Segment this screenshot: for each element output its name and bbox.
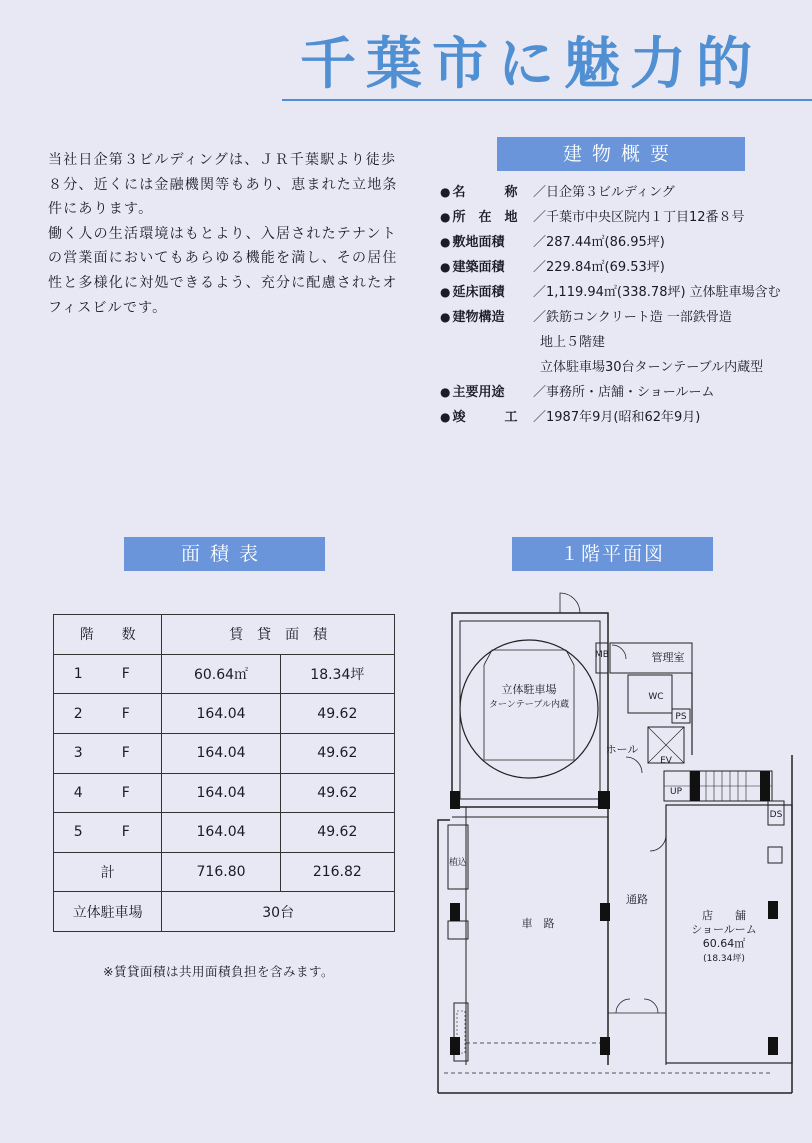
plan-label-shop-m2: 60.64㎡ [702, 937, 746, 950]
overview-row-building-area: ● 建築面積 ／ 229.84㎡(69.53坪) [440, 260, 665, 275]
overview-row-site-area: ● 敷地面積 ／ 287.44㎡(86.95坪) [440, 235, 665, 250]
plan-label-wc: WC [648, 692, 664, 702]
plan-label-manager: 管理室 [651, 651, 685, 664]
bullet-icon: ● [440, 385, 451, 399]
bullet-icon: ● [440, 310, 451, 324]
table-row: 4 F 164.04 49.62 [54, 773, 395, 813]
plan-label-hall: ホール [605, 743, 639, 756]
plan-planting [448, 825, 468, 889]
overview-row-address: ● 所 在 地 ／ 千葉市中央区院内１丁目12番８号 [440, 210, 745, 225]
plan-label-roadway: 車 路 [521, 917, 555, 930]
plan-door-icon [560, 593, 580, 613]
bullet-icon: ● [440, 235, 451, 249]
building-overview [440, 180, 810, 430]
table-row: 5 F 164.04 49.62 [54, 813, 395, 853]
floor-plan-title: １階平面図 [512, 537, 713, 571]
plan-label-passage: 通路 [626, 893, 648, 906]
plan-label-showroom: ショールーム [691, 923, 757, 936]
page-headline: 千葉市に魅力的 [300, 32, 762, 97]
area-table-title: 面積表 [124, 537, 325, 571]
bullet-icon: ● [440, 210, 451, 224]
plan-label-up: UP [669, 787, 683, 797]
plan-label-shop: 店 舗 [702, 909, 746, 922]
bullet-icon: ● [440, 410, 451, 424]
overview-row-structure: ● 建物構造 ／ 鉄筋コンクリート造 一部鉄骨造 [440, 310, 732, 325]
table-row: 2 F 164.04 49.62 [54, 694, 395, 734]
header-rental-area: 賃 貸 面 積 [162, 615, 395, 655]
table-header-row [54, 615, 395, 655]
intro-paragraph-2: 働く人の生活環境はもとより、入居されたテナントの営業面においてもあらゆる機能を満し、その居住性と多様化に対処できるよう、充分に配慮されたオフィスビルです。 [48, 225, 398, 316]
overview-structure-floors: 地上５階建 [540, 335, 606, 350]
intro-paragraph-1: 当社日企第３ビルディングは、ＪＲ千葉駅より徒歩８分、近くには金融機関等もあり、恵まれた立地条件にあります。 [48, 152, 398, 218]
plan-label-shop-tsubo: (18.34坪) [703, 954, 745, 964]
overview-row-completion: ● 竣 工 ／ 1987年9月(昭和62年9月) [440, 410, 701, 425]
headline-underline [282, 99, 812, 101]
overview-structure-parking: 立体駐車場30台ターンテーブル内蔵型 [540, 360, 764, 375]
header-floor: 階 数 [54, 615, 162, 655]
intro-text [48, 148, 398, 320]
plan-label-turntable: ターンテーブル内蔵 [488, 700, 570, 710]
overview-row-floor-area: ● 延床面積 ／ 1,119.94㎡(338.78坪) 立体駐車場含む [440, 285, 781, 300]
overview-title: 建物概要 [497, 137, 745, 171]
bullet-icon: ● [440, 185, 451, 199]
plan-label-planting: 植込 [448, 858, 468, 868]
table-total-row: 計 716.80 216.82 [54, 852, 395, 892]
overview-row-name: ● 名 称 ／ 日企第３ビルディング [440, 185, 675, 200]
bullet-icon: ● [440, 260, 451, 274]
plan-label-ev: EV [660, 756, 672, 766]
plan-label-mb: MB [595, 650, 609, 660]
plan-label-ps: PS [675, 712, 687, 722]
plan-label-ds: DS [769, 810, 783, 820]
bullet-icon: ● [440, 285, 451, 299]
table-row: 3 F 164.04 49.62 [54, 733, 395, 773]
floor-plan-drawing [430, 585, 802, 1097]
table-parking-row: 立体駐車場 30台 [54, 892, 395, 932]
area-table-note: ※賃貸面積は共用面積負担を含みます。 [103, 964, 334, 979]
table-row: 1 F 60.64㎡ 18.34坪 [54, 654, 395, 694]
overview-row-usage: ● 主要用途 ／ 事務所・店舗・ショールーム [440, 385, 715, 400]
plan-label-parking: 立体駐車場 [501, 683, 557, 696]
area-table [53, 614, 395, 932]
